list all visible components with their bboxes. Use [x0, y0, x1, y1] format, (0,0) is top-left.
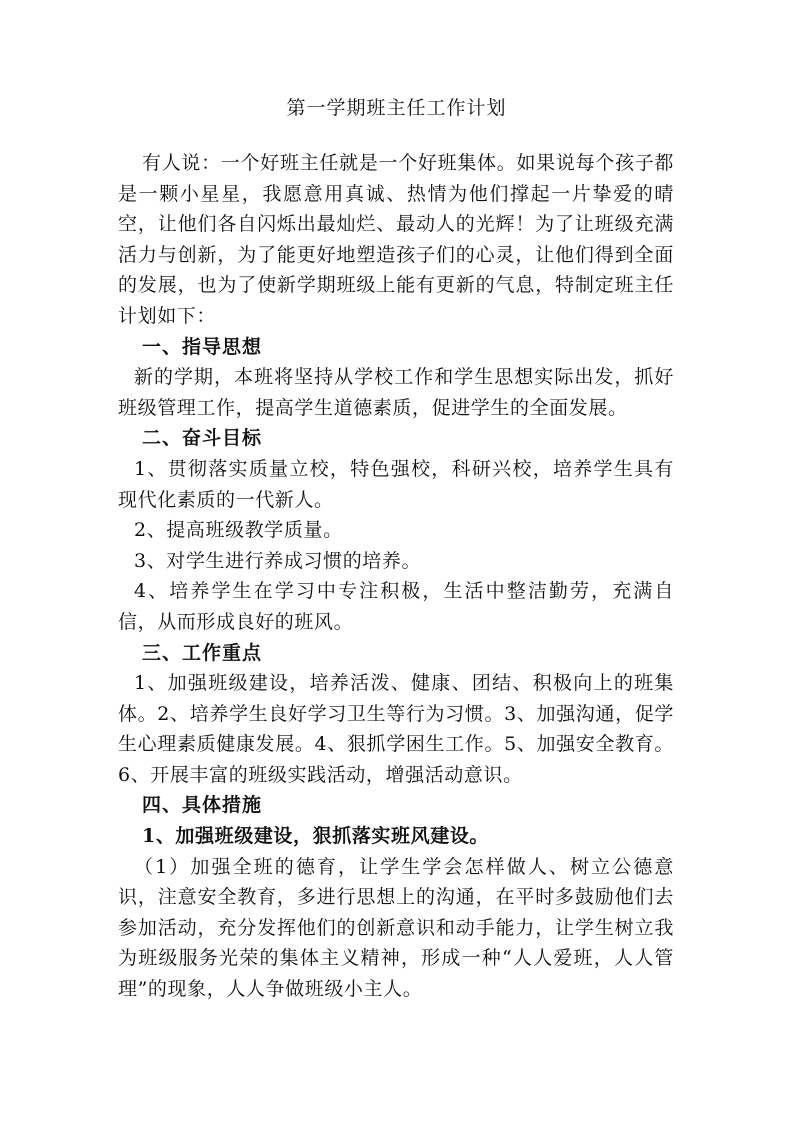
subsection-paragraph-class-building: （1）加强全班的德育，让学生学会怎样做人、树立公德意识，注意安全教育，多进行思想上的沟通，在平时多鼓励他们去参加活动，充分发挥他们的创新意识和动手能力，让学生树立我为班级服务光荣的集体主义精神，形成一种“人人爱班，人人管理”的现象，人人争做班级小主人。: [118, 855, 674, 1001]
goal-item: 4、培养学生在学习中专注积极，生活中整洁勤劳，充满自信，从而形成良好的班风。: [118, 580, 674, 633]
subsection-heading-class-building: 1、加强班级建设，狠抓落实班风建设。: [142, 825, 490, 848]
section-paragraph-work-focus: 1、加强班级建设，培养活泼、健康、团结、积极向上的班集体。2、培养学生良好学习卫生等行为习惯。3、加强沟通，促学生心理素质健康发展。4、狠抓学困生工作。5、加强安全教育。6、开展丰富的班级实践活动，增强活动意识。: [118, 672, 674, 786]
intro-paragraph: 有人说：一个好班主任就是一个好班集体。如果说每个孩子都是一颗小星星，我愿意用真诚、热情为他们撑起一片挚爱的晴空，让他们各自闪烁出最灿烂、最动人的光辉！为了让班级充满活力与创新，为了能更好地塑造孩子们的心灵，让他们得到全面的发展，也为了使新学期班级上能有更新的气息，特制定班主任计划如下：: [118, 152, 674, 327]
section-heading-work-focus: 三、工作重点: [142, 641, 263, 664]
page-title: 第一学期班主任工作计划: [286, 97, 507, 119]
section-paragraph-guiding-ideology: 新的学期，本班将坚持从学校工作和学生思想实际出发，抓好班级管理工作，提高学生道德素质，促进学生的全面发展。: [118, 366, 674, 419]
document-body: [118, 148, 674, 1005]
goal-item: 3、对学生进行养成习惯的培养。: [134, 549, 422, 572]
goal-item: 1、贯彻落实质量立校，特色强校，科研兴校，培养学生具有现代化素质的一代新人。: [118, 457, 674, 511]
goal-item: 2、提高班级教学质量。: [134, 519, 343, 542]
section-heading-measures: 四、具体措施: [142, 794, 263, 817]
section-heading-guiding-ideology: 一、指导思想: [142, 335, 263, 358]
section-heading-goals: 二、奋斗目标: [142, 427, 263, 450]
